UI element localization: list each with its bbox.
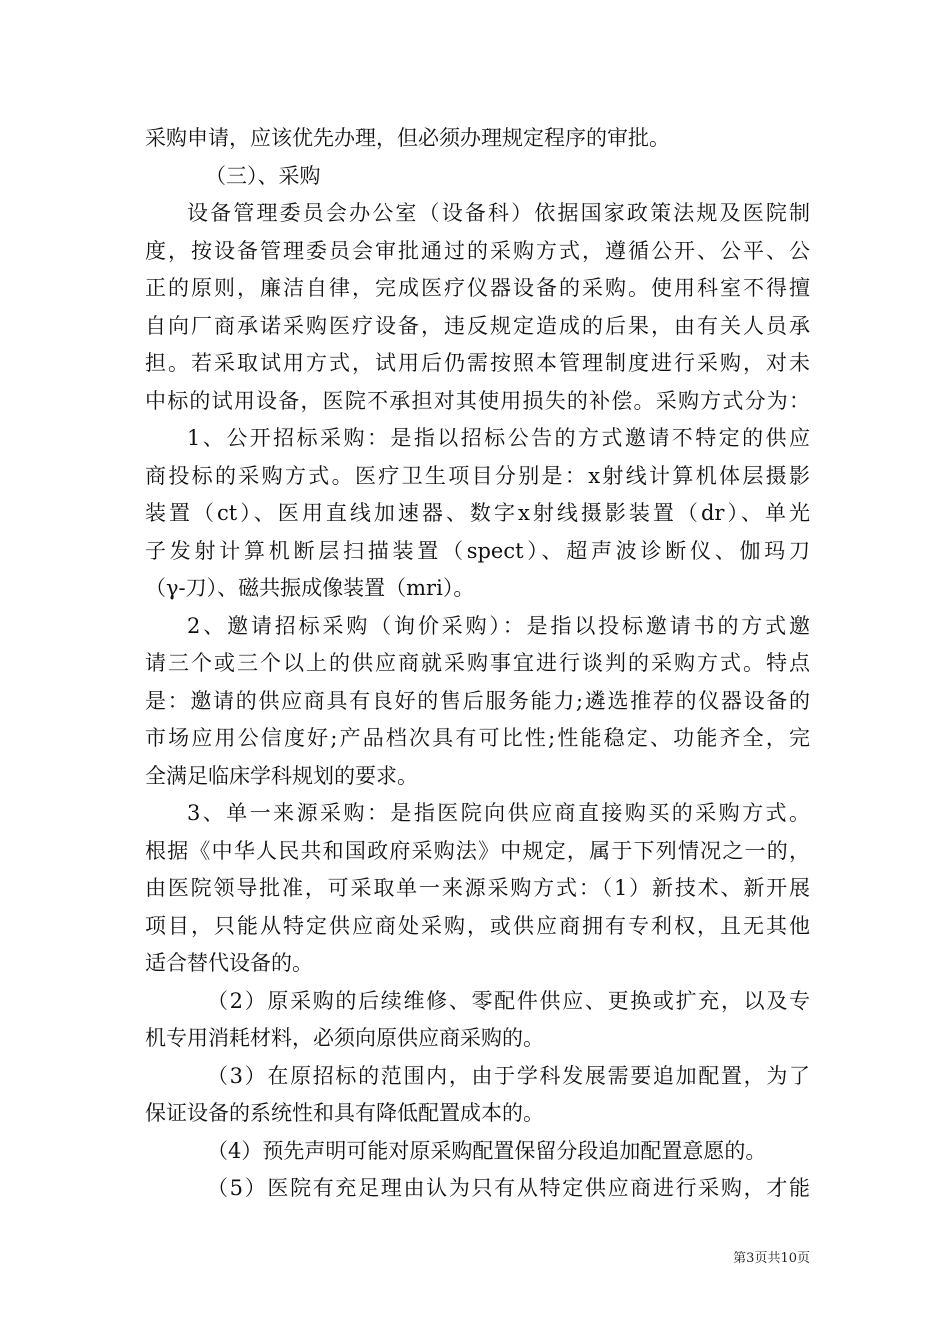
paragraph-line: 采购申请，应该优先办理，但必须办理规定程序的审批。	[145, 126, 670, 150]
paragraph-line: （γ-刀）、磁共振成像装置（mri）。	[145, 576, 475, 600]
document-body	[145, 120, 810, 1208]
paragraph-line: 正的原则，廉洁自律，完成医疗仪器设备的采购。使用科室不得擅	[145, 276, 810, 300]
paragraph-line: 是：邀请的供应商具有良好的售后服务能力;遴选推荐的仪器设备的	[145, 688, 810, 713]
paragraph-line: 全满足临床学科规划的要求。	[145, 763, 418, 788]
paragraph-line: 度，按设备管理委员会审批通过的采购方式，遵循公开、公平、公	[145, 238, 810, 263]
paragraph-line: 商投标的采购方式。医疗卫生项目分别是：x射线计算机体层摄影	[145, 463, 810, 488]
paragraph-line: 请三个或三个以上的供应商就采购事宜进行谈判的采购方式。特点	[145, 651, 810, 675]
paragraph-line: 设备管理委员会办公室（设备科）依据国家政策法规及医院制	[187, 201, 810, 225]
paragraph-line: 2、邀请招标采购（询价采购）：是指以投标邀请书的方式邀	[187, 613, 810, 638]
page-number: 第3页共10页	[733, 1251, 810, 1266]
paragraph-line: （3）在原招标的范围内，由于学科发展需要追加配置，为了	[207, 1063, 810, 1088]
paragraph-line: 项目，只能从特定供应商处采购，或供应商拥有专利权，且无其他	[145, 913, 810, 938]
paragraph-line: （4）预先声明可能对原采购配置保留分段追加配置意愿的。	[207, 1138, 767, 1163]
paragraph-line: （2）原采购的后续维修、零配件供应、更换或扩充，以及专	[207, 988, 810, 1013]
paragraph-line: 中标的试用设备，医院不承担对其使用损失的补偿。采购方式分为：	[145, 388, 810, 413]
paragraph-line: 3、单一来源采购：是指医院向供应商直接购买的采购方式。	[187, 801, 810, 825]
paragraph-line: 自向厂商承诺采购医疗设备，违反规定造成的后果，由有关人员承	[145, 313, 810, 338]
paragraph-line: 子发射计算机断层扫描装置（spect）、超声波诊断仪、伽玛刀	[145, 538, 810, 563]
paragraph-line: 适合替代设备的。	[145, 951, 313, 975]
paragraph-line: 担。若采取试用方式，试用后仍需按照本管理制度进行采购，对未	[145, 351, 810, 375]
paragraph-line: 装置（ct）、医用直线加速器、数字x射线摄影装置（dr）、单光	[145, 501, 810, 525]
paragraph-line: 机专用消耗材料，必须向原供应商采购的。	[145, 1026, 544, 1050]
paragraph-line: 由医院领导批准，可采取单一来源采购方式：（1）新技术、新开展	[145, 876, 810, 900]
paragraph-line: 市场应用公信度好;产品档次具有可比性;性能稳定、功能齐全，完	[145, 726, 810, 750]
paragraph-line: 1、公开招标采购：是指以招标公告的方式邀请不特定的供应	[187, 426, 810, 450]
paragraph-line: 根据《中华人民共和国政府采购法》中规定，属于下列情况之一的，	[145, 838, 810, 863]
paragraph-line: 保证设备的系统性和具有降低配置成本的。	[145, 1101, 544, 1125]
paragraph-line: （5）医院有充足理由认为只有从特定供应商进行采购，才能	[207, 1176, 810, 1200]
section-heading: （三）、采购	[205, 163, 321, 188]
